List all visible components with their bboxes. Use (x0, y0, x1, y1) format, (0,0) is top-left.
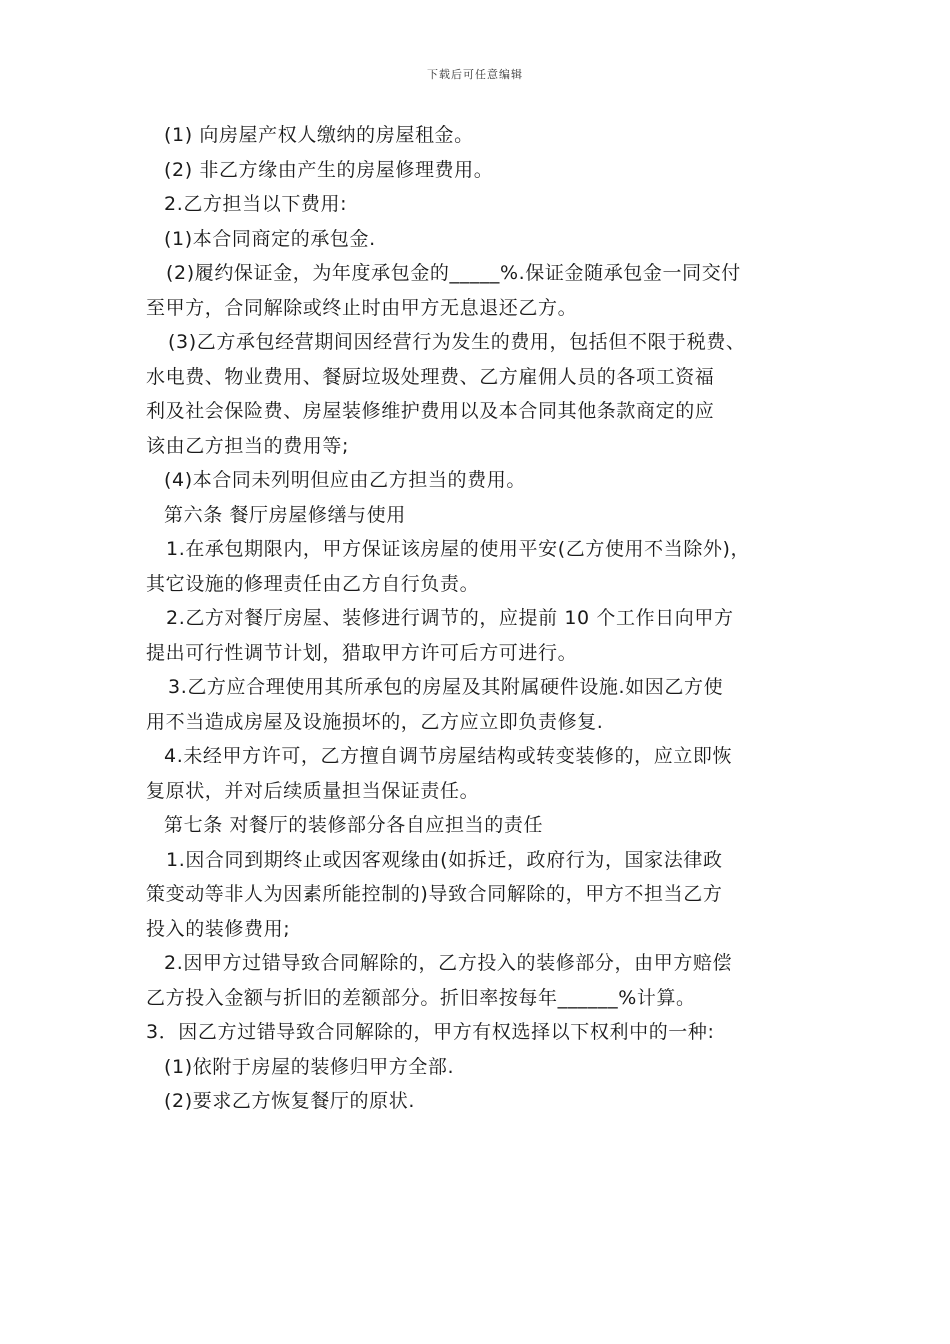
text-line: (2)履约保证金，为年度承包金的_____%.保证金随承包金一同交付 (166, 262, 741, 284)
text-line: 复原状，并对后续质量担当保证责任。 (146, 779, 480, 802)
text-line: 其它设施的修理责任由乙方自行负责。 (146, 572, 480, 595)
text-line: (2) 非乙方缘由产生的房屋修理费用。 (164, 158, 494, 181)
text-line: (1) 向房屋产权人缴纳的房屋租金。 (164, 124, 474, 146)
text-line: 利及社会保险费、房屋装修维护费用以及本合同其他条款商定的应 (146, 400, 715, 422)
text-line: 策变动等非人为因素所能控制的)导致合同解除的，甲方不担当乙方 (146, 883, 723, 905)
section-heading: 第七条 对餐厅的装修部分各自应担当的责任 (164, 814, 544, 836)
text-line: 水电费、物业费用、餐厨垃圾处理费、乙方雇佣人员的各项工资福 (146, 365, 715, 388)
text-line: 3．因乙方过错导致合同解除的，甲方有权选择以下权利中的一种: (146, 1021, 715, 1043)
text-line: 用不当造成房屋及设施损坏的，乙方应立即负责修复. (146, 710, 604, 733)
text-line: 3.乙方应合理使用其所承包的房屋及其附属硬件设施.如因乙方使 (168, 676, 724, 698)
text-line: 投入的装修费用; (146, 917, 291, 940)
text-line: 2.因甲方过错导致合同解除的，乙方投入的装修部分，由甲方赔偿 (164, 952, 733, 974)
text-line: 乙方投入金额与折旧的差额部分。折旧率按每年______%计算。 (146, 986, 696, 1009)
text-line: 至甲方，合同解除或终止时由甲方无息退还乙方。 (146, 296, 578, 319)
text-line: (2)要求乙方恢复餐厅的原状. (164, 1090, 415, 1112)
text-line: 4.未经甲方许可，乙方擅自调节房屋结构或转变装修的，应立即恢 (164, 745, 733, 767)
text-line: 2.乙方对餐厅房屋、装修进行调节的，应提前 10 个工作日向甲方 (166, 607, 734, 629)
text-line: (3)乙方承包经营期间因经营行为发生的费用，包括但不限于税费、 (168, 331, 746, 353)
text-line: 2.乙方担当以下费用: (164, 193, 348, 215)
section-heading: 第六条 餐厅房屋修缮与使用 (164, 503, 406, 526)
text-line: (1)依附于房屋的装修归甲方全部. (164, 1055, 455, 1078)
page-header: 下载后可任意编辑 (427, 68, 523, 81)
text-line: 1.因合同到期终止或因客观缘由(如拆迁，政府行为，国家法律政 (166, 848, 723, 871)
text-line: 提出可行性调节计划，猎取甲方许可后方可进行。 (146, 641, 578, 664)
text-line: (4)本合同未列明但应由乙方担当的费用。 (164, 469, 526, 491)
text-line: 1.在承包期限内，甲方保证该房屋的使用平安(乙方使用不当除外)， (166, 538, 751, 560)
text-line: 该由乙方担当的费用等; (146, 434, 350, 457)
text-line: (1)本合同商定的承包金. (164, 227, 376, 250)
document-body (146, 118, 811, 1119)
